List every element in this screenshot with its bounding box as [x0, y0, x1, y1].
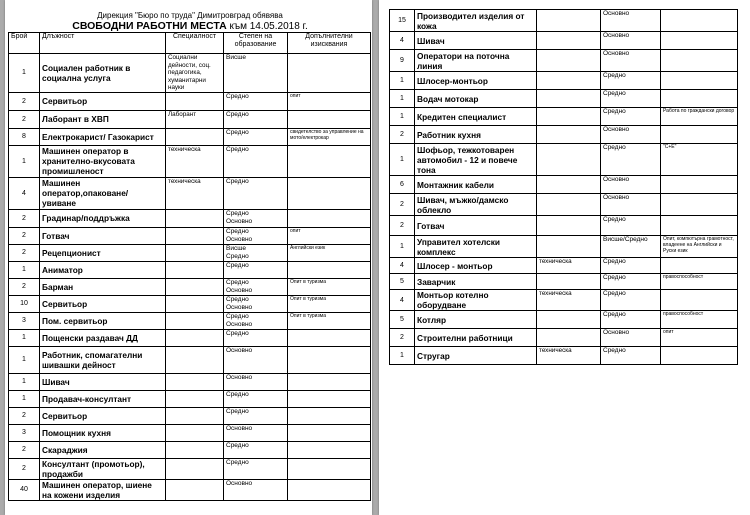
row-requirements	[288, 209, 371, 227]
education-level: Основно	[603, 32, 630, 39]
row-position: Шлосер - монтьор	[415, 258, 537, 274]
row-position: Аниматор	[40, 261, 166, 278]
row-count: 2	[9, 110, 40, 128]
row-specialty: техническа	[166, 177, 224, 209]
row-specialty	[166, 92, 224, 110]
table-row	[9, 209, 371, 227]
row-requirements	[661, 10, 738, 32]
education-level: Средно	[226, 441, 249, 449]
table-row	[390, 144, 738, 176]
row-position: Управител хотелски комплекс	[415, 236, 537, 258]
row-requirements	[288, 373, 371, 390]
row-education	[224, 458, 288, 479]
education-level: Основно	[603, 50, 630, 57]
row-requirements	[661, 290, 738, 311]
row-requirements: свидетелство за управление на мото/електрокар	[288, 128, 371, 145]
row-count: 2	[390, 216, 415, 236]
row-specialty	[166, 312, 224, 329]
row-specialty	[166, 227, 224, 244]
row-position: Социален работник в социална услуга	[40, 54, 166, 93]
row-requirements	[288, 110, 371, 128]
education-level: Висше/Средно	[603, 236, 648, 243]
table-row	[390, 108, 738, 126]
row-education	[601, 72, 661, 90]
row-position: Строителни работници	[415, 329, 537, 347]
row-education	[224, 479, 288, 500]
row-requirements	[288, 479, 371, 500]
education-level: Средно	[603, 108, 626, 115]
row-specialty	[537, 32, 601, 50]
row-education	[224, 390, 288, 407]
row-count: 2	[9, 458, 40, 479]
row-education	[601, 90, 661, 108]
row-specialty	[166, 261, 224, 278]
row-education	[601, 50, 661, 72]
row-requirements	[288, 54, 371, 93]
row-requirements: правоспособност	[661, 274, 738, 290]
row-specialty	[537, 329, 601, 347]
row-education	[224, 329, 288, 346]
row-specialty	[166, 209, 224, 227]
table-row	[390, 311, 738, 329]
row-education	[224, 128, 288, 145]
row-specialty	[166, 424, 224, 441]
education-level: Средно	[603, 72, 626, 79]
row-requirements: "С+Е"	[661, 144, 738, 176]
row-count: 2	[9, 441, 40, 458]
row-position: Шивач, мъжко/дамско облекло	[415, 194, 537, 216]
row-education	[601, 347, 661, 365]
row-count: 15	[390, 10, 415, 32]
education-level: Основно	[603, 176, 630, 183]
education-level: Средно	[226, 110, 249, 118]
row-count: 8	[9, 128, 40, 145]
row-specialty	[537, 10, 601, 32]
row-count: 4	[390, 258, 415, 274]
row-count: 1	[390, 144, 415, 176]
row-requirements	[288, 261, 371, 278]
row-education	[601, 274, 661, 290]
row-requirements: опит	[288, 92, 371, 110]
row-education	[601, 144, 661, 176]
column-header-count: Брой	[9, 33, 40, 54]
row-count: 9	[390, 50, 415, 72]
row-specialty	[166, 441, 224, 458]
education-level: Средно	[603, 90, 626, 97]
education-level: Средно	[603, 290, 626, 297]
row-specialty: техническа	[537, 347, 601, 365]
row-education	[224, 177, 288, 209]
row-position: Помощник кухня	[40, 424, 166, 441]
row-position: Монтажник кабели	[415, 176, 537, 194]
row-requirements	[661, 50, 738, 72]
vacancies-table-left	[8, 32, 371, 501]
row-position: Заварчик	[415, 274, 537, 290]
table-row	[9, 92, 371, 110]
education-level: Средно	[226, 128, 249, 136]
table-row	[9, 329, 371, 346]
row-count: 2	[390, 194, 415, 216]
column-header-education: Степен на образование	[224, 33, 288, 54]
row-position: Барман	[40, 278, 166, 295]
row-requirements	[288, 458, 371, 479]
row-specialty	[537, 108, 601, 126]
education-level: Основно	[226, 320, 253, 328]
row-requirements	[288, 329, 371, 346]
row-position: Готвач	[40, 227, 166, 244]
row-requirements	[661, 90, 738, 108]
row-education	[224, 373, 288, 390]
table-row	[9, 390, 371, 407]
row-position: Шивач	[40, 373, 166, 390]
row-count: 4	[9, 177, 40, 209]
row-requirements: Опит в туризма	[288, 312, 371, 329]
education-level: Основно	[226, 346, 253, 354]
row-education	[224, 312, 288, 329]
row-education	[224, 346, 288, 373]
row-position: Шлосер-монтьор	[415, 72, 537, 90]
row-count: 5	[390, 311, 415, 329]
row-specialty	[166, 373, 224, 390]
table-row	[9, 244, 371, 261]
row-count: 4	[390, 290, 415, 311]
row-position: Шивач	[415, 32, 537, 50]
row-position: Пощенски раздавач ДД	[40, 329, 166, 346]
row-specialty: техническа	[537, 258, 601, 274]
table-row	[9, 177, 371, 209]
row-requirements	[661, 72, 738, 90]
row-requirements	[661, 258, 738, 274]
row-specialty	[166, 295, 224, 312]
table-row	[390, 72, 738, 90]
row-requirements	[288, 407, 371, 424]
row-count: 1	[9, 261, 40, 278]
table-row	[390, 126, 738, 144]
row-position: Сервитьор	[40, 92, 166, 110]
table-row	[390, 329, 738, 347]
row-position: Водач мотокар	[415, 90, 537, 108]
row-specialty	[537, 176, 601, 194]
row-count: 1	[390, 72, 415, 90]
row-education	[601, 32, 661, 50]
education-level: Основно	[226, 235, 253, 243]
row-specialty	[537, 90, 601, 108]
row-requirements	[288, 177, 371, 209]
row-specialty: техническа	[537, 290, 601, 311]
row-education	[224, 110, 288, 128]
row-count: 2	[390, 329, 415, 347]
row-education	[601, 216, 661, 236]
education-level: Средно	[226, 177, 249, 185]
row-specialty	[537, 216, 601, 236]
table-row	[9, 278, 371, 295]
row-requirements	[288, 441, 371, 458]
document-page-left	[5, 0, 372, 515]
row-position: Скараджия	[40, 441, 166, 458]
row-count: 6	[390, 176, 415, 194]
table-row	[390, 236, 738, 258]
table-row	[390, 194, 738, 216]
education-level: Средно	[603, 274, 626, 281]
row-education	[224, 54, 288, 93]
row-position: Оператори на поточна линия	[415, 50, 537, 72]
row-count: 2	[390, 126, 415, 144]
row-count: 1	[9, 329, 40, 346]
table-row	[390, 290, 738, 311]
table-row	[390, 274, 738, 290]
row-requirements: Опит в туризма	[288, 295, 371, 312]
row-education	[224, 278, 288, 295]
row-requirements: опит	[288, 227, 371, 244]
education-level: Висше	[226, 54, 247, 61]
row-position: Машинен оператор,опаковане/ увиване	[40, 177, 166, 209]
row-specialty	[166, 458, 224, 479]
row-education	[601, 194, 661, 216]
education-level: Основно	[226, 373, 253, 381]
row-count: 2	[9, 278, 40, 295]
row-specialty: Лаборант	[166, 110, 224, 128]
row-requirements: Опит в туризма	[288, 278, 371, 295]
table-row	[390, 347, 738, 365]
education-level: Основно	[226, 479, 253, 487]
table-row	[9, 295, 371, 312]
education-level: Основно	[603, 126, 630, 133]
row-education	[224, 227, 288, 244]
education-level: Средно	[226, 261, 249, 269]
row-count: 1	[390, 347, 415, 365]
table-row	[9, 128, 371, 145]
row-position: Градинар/поддръжка	[40, 209, 166, 227]
row-specialty	[537, 144, 601, 176]
row-specialty: техническа	[166, 145, 224, 177]
row-count: 1	[9, 390, 40, 407]
education-level: Средно	[226, 278, 249, 286]
education-level: Средно	[226, 295, 249, 303]
row-requirements	[661, 126, 738, 144]
row-education	[601, 258, 661, 274]
row-specialty	[166, 407, 224, 424]
table-row	[390, 258, 738, 274]
row-count: 1	[9, 54, 40, 93]
row-count: 2	[9, 244, 40, 261]
table-row	[9, 110, 371, 128]
row-requirements: Опит, компютърна грамотност, владеене на Английски и Руски език	[661, 236, 738, 258]
table-row	[9, 346, 371, 373]
row-count: 2	[9, 227, 40, 244]
education-level: Средно	[226, 92, 249, 100]
education-level: Средно	[226, 209, 249, 217]
row-requirements	[661, 176, 738, 194]
row-requirements	[661, 194, 738, 216]
table-row	[9, 458, 371, 479]
row-position: Котляр	[415, 311, 537, 329]
row-specialty	[537, 236, 601, 258]
row-position: Готвач	[415, 216, 537, 236]
row-count: 1	[390, 90, 415, 108]
education-level: Средно	[226, 252, 249, 260]
row-education	[601, 108, 661, 126]
row-education	[224, 295, 288, 312]
row-specialty	[166, 128, 224, 145]
row-education	[601, 10, 661, 32]
row-specialty	[166, 479, 224, 500]
row-requirements	[288, 145, 371, 177]
row-education	[601, 126, 661, 144]
row-specialty	[166, 390, 224, 407]
column-header-specialty: Специалност	[166, 33, 224, 54]
row-requirements	[661, 216, 738, 236]
table-row	[390, 90, 738, 108]
table-row	[9, 373, 371, 390]
row-position: Лаборант в ХВП	[40, 110, 166, 128]
row-position: Пом. сервитьор	[40, 312, 166, 329]
row-requirements	[661, 347, 738, 365]
row-position: Машинен оператор в хранително-вкусовата промишленост	[40, 145, 166, 177]
row-requirements: опит	[661, 329, 738, 347]
row-position: Кредитен специалист	[415, 108, 537, 126]
education-level: Средно	[226, 458, 249, 466]
row-specialty	[537, 50, 601, 72]
education-level: Средно	[226, 227, 249, 235]
row-requirements: Английски език	[288, 244, 371, 261]
education-level: Основно	[603, 194, 630, 201]
document-page-right	[379, 0, 750, 515]
row-position: Консултант (промотьор), продажби	[40, 458, 166, 479]
row-specialty	[537, 311, 601, 329]
education-level: Основно	[226, 217, 253, 225]
vacancies-table-right	[389, 9, 738, 365]
row-position: Сервитьор	[40, 407, 166, 424]
education-level: Средно	[603, 144, 626, 151]
table-row	[9, 479, 371, 500]
row-position: Стругар	[415, 347, 537, 365]
education-level: Средно	[603, 311, 626, 318]
education-level: Средно	[226, 329, 249, 337]
education-level: Основно	[226, 286, 253, 294]
row-count: 1	[9, 373, 40, 390]
row-count: 1	[9, 145, 40, 177]
row-education	[224, 92, 288, 110]
row-count: 1	[390, 108, 415, 126]
education-level: Основно	[603, 10, 630, 17]
row-specialty	[537, 194, 601, 216]
row-education	[224, 261, 288, 278]
document-subheader: Дирекция "Бюро по труда" Димитровград обявява	[97, 11, 283, 20]
table-row	[9, 441, 371, 458]
education-level: Основно	[226, 424, 253, 432]
row-position: Шофьор, тежкотоварен автомобил - 12 и повече тона	[415, 144, 537, 176]
row-education	[601, 176, 661, 194]
row-education	[601, 236, 661, 258]
row-count: 1	[9, 346, 40, 373]
row-requirements	[288, 424, 371, 441]
education-level: Средно	[226, 390, 249, 398]
row-specialty	[537, 274, 601, 290]
row-education	[224, 145, 288, 177]
table-row	[390, 10, 738, 32]
row-position: Работник кухня	[415, 126, 537, 144]
table-row	[390, 176, 738, 194]
row-position: Монтьор котелно оборудване	[415, 290, 537, 311]
row-specialty	[166, 278, 224, 295]
education-level: Основно	[603, 329, 630, 336]
row-education	[224, 424, 288, 441]
row-position: Сервитьор	[40, 295, 166, 312]
table-row	[390, 216, 738, 236]
table-row	[9, 312, 371, 329]
table-row	[390, 50, 738, 72]
row-education	[601, 290, 661, 311]
education-level: Средно	[226, 145, 249, 153]
row-specialty: Социални дейности, соц. педагогика, хуманитарни науки	[166, 54, 224, 93]
document-title: СВОБОДНИ РАБОТНИ МЕСТА към 14.05.2018 г.	[72, 20, 308, 32]
table-row	[9, 424, 371, 441]
row-position: Рецепционист	[40, 244, 166, 261]
row-position: Производител изделия от кожа	[415, 10, 537, 32]
row-specialty	[537, 126, 601, 144]
row-position: Продавач-консултант	[40, 390, 166, 407]
table-row	[9, 227, 371, 244]
column-header-position: Длъжност	[40, 33, 166, 54]
row-count: 3	[9, 312, 40, 329]
row-education	[224, 209, 288, 227]
table-row	[9, 145, 371, 177]
row-education	[601, 329, 661, 347]
education-level: Средно	[226, 312, 249, 320]
table-row	[390, 32, 738, 50]
education-level: Основно	[226, 303, 253, 311]
table-row	[9, 54, 371, 93]
row-requirements	[288, 390, 371, 407]
row-count: 2	[9, 209, 40, 227]
education-level: Средно	[603, 347, 626, 354]
row-specialty	[537, 72, 601, 90]
row-count: 5	[390, 274, 415, 290]
row-requirements	[288, 346, 371, 373]
column-header-requirements: Допълнителни изисквания	[288, 33, 371, 54]
row-specialty	[166, 244, 224, 261]
row-requirements	[661, 32, 738, 50]
row-count: 40	[9, 479, 40, 500]
row-education	[601, 311, 661, 329]
row-specialty	[166, 329, 224, 346]
table-row	[9, 261, 371, 278]
education-level: Средно	[603, 258, 626, 265]
row-position: Работник, спомагателни шивашки дейност	[40, 346, 166, 373]
education-level: Средно	[226, 407, 249, 415]
row-education	[224, 441, 288, 458]
row-education	[224, 244, 288, 261]
row-count: 2	[9, 407, 40, 424]
row-position: Машинен оператор, шиене на кожени изделия	[40, 479, 166, 500]
row-position: Електрокарист/ Газокарист	[40, 128, 166, 145]
row-count: 4	[390, 32, 415, 50]
row-requirements: правоспособност	[661, 311, 738, 329]
row-count: 10	[9, 295, 40, 312]
education-level: Висше	[226, 244, 247, 252]
table-row	[9, 407, 371, 424]
row-education	[224, 407, 288, 424]
row-specialty	[166, 346, 224, 373]
row-requirements: Работа по граждански договор	[661, 108, 738, 126]
education-level: Средно	[603, 216, 626, 223]
row-count: 3	[9, 424, 40, 441]
row-count: 1	[390, 236, 415, 258]
row-count: 2	[9, 92, 40, 110]
